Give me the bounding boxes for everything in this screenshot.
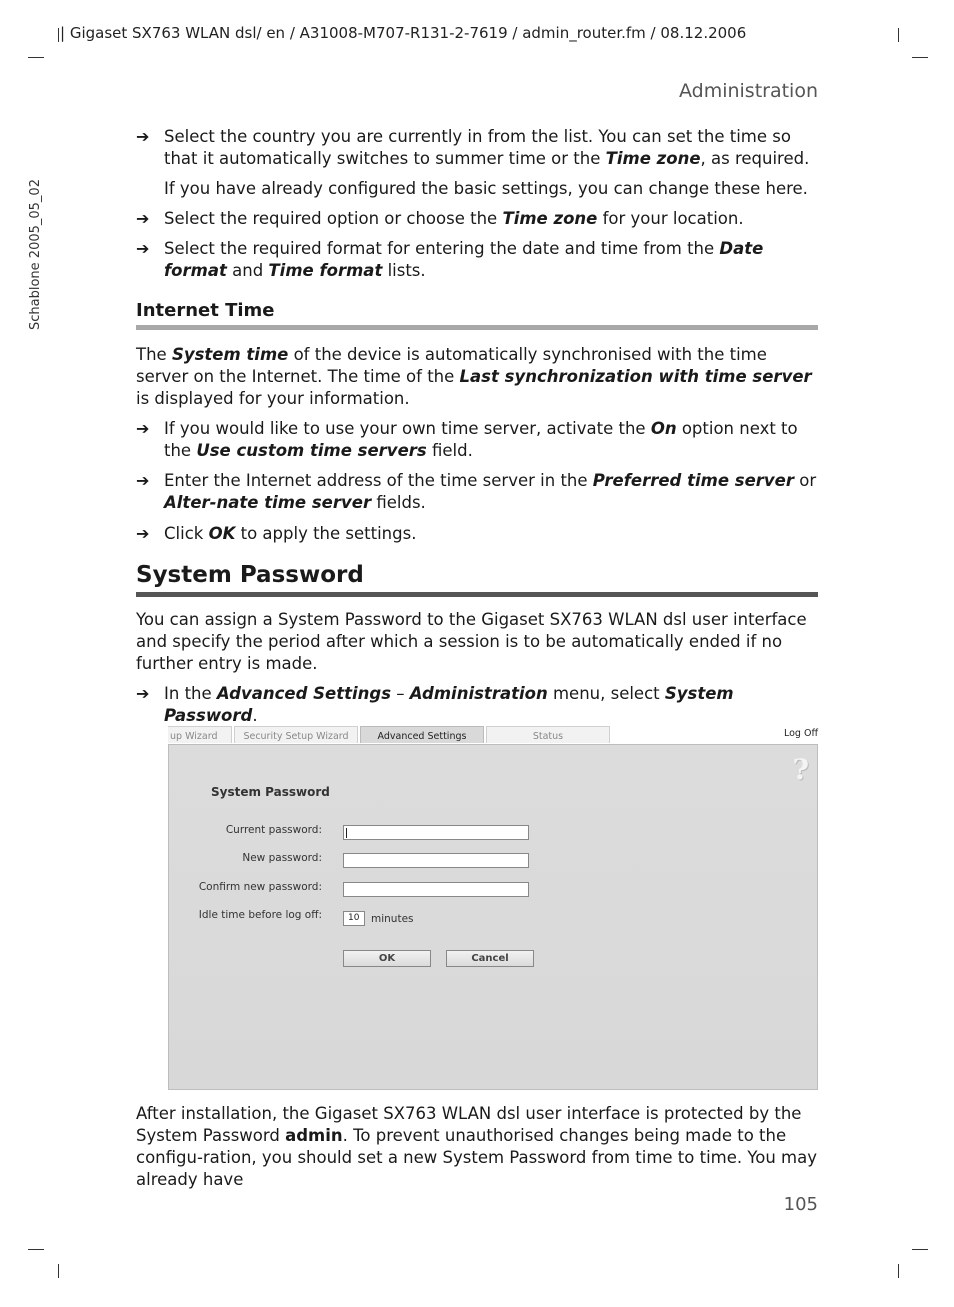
crop-mark [28,57,44,58]
section-title: Administration [678,80,818,102]
bullet-item: ➔ Select the country you are currently in from the list. You can set the time so that it automatically switches to summer time or the Time zone, as required. [136,127,810,168]
ok-button[interactable]: OK [343,950,431,967]
tab-status[interactable]: Status [486,726,610,743]
system-password-paragraph: You can assign a System Password to the Gigaset SX763 WLAN dsl user interface and specify the period after which a session is to be automatically ended if no further entry is made. [136,610,807,673]
idle-time-input[interactable]: 10 [343,911,365,926]
crop-mark [898,1264,899,1278]
bullet-item: ➔ Enter the Internet address of the time server in the Preferred time server or Alter-nate time server fields. [136,471,817,512]
bullet-item: ➔ Select the required format for entering the date and time from the Date format and Time format lists. [136,239,764,280]
bullet-item: ➔ Click OK to apply the settings. [136,524,417,543]
arrow-icon: ➔ [136,239,150,258]
crop-mark [28,1249,44,1250]
arrow-icon: ➔ [136,684,150,703]
bullet-item: ➔ In the Advanced Settings – Administration menu, select System Password. [136,684,734,725]
idle-time-label: Idle time before log off: [198,909,322,921]
tab-setup-wizard[interactable]: up Wizard [168,726,232,743]
tab-bar [168,726,818,744]
arrow-icon: ➔ [136,524,150,543]
panel-title: System Password [211,785,330,799]
confirm-password-label: Confirm new password: [198,881,322,893]
new-password-label: New password: [242,852,322,864]
settings-panel [168,744,818,1090]
crop-mark [898,28,899,42]
confirm-password-field[interactable] [343,882,529,897]
current-password-field[interactable] [343,825,529,840]
internet-time-heading: Internet Time [136,300,275,321]
crop-mark [912,1249,928,1250]
logoff-link[interactable]: Log Off [783,728,818,739]
system-password-screenshot [168,726,818,1090]
arrow-icon: ➔ [136,419,150,438]
help-icon[interactable]: ? [792,753,809,786]
current-password-label: Current password: [225,824,322,836]
template-label: Schablone 2005_05_02 [28,179,43,330]
system-password-heading: System Password [136,562,364,588]
bullet-item: ➔ If you would like to use your own time server, activate the On option next to the Use custom time servers field. [136,419,798,460]
note-paragraph: If you have already configured the basic settings, you can change these here. [164,179,808,198]
internet-time-paragraph: The System time of the device is automatically synchronised with the time server on the Internet. The time of the Last synchronization with time server is displayed for your information. [136,345,812,408]
closing-paragraph: After installation, the Gigaset SX763 WLAN dsl user interface is protected by the System Password admin. To prevent unauthorised changes being made to the configu-ration, you should set a new System Password from time to time. You may already have [136,1104,817,1189]
heading-rule [136,325,818,330]
arrow-icon: ➔ [136,127,150,146]
new-password-field[interactable] [343,853,529,868]
page-number: 105 [783,1194,818,1215]
tab-advanced-settings[interactable]: Advanced Settings [360,726,484,743]
idle-time-units: minutes [371,913,414,925]
heading-rule [136,592,818,597]
crop-mark [912,57,928,58]
text-caret [346,828,347,838]
crop-mark [58,28,59,42]
arrow-icon: ➔ [136,209,150,228]
bullet-item: ➔ Select the required option or choose the Time zone for your location. [136,209,744,228]
crop-mark [58,1264,59,1278]
tab-security-setup-wizard[interactable]: Security Setup Wizard [234,726,358,743]
arrow-icon: ➔ [136,471,150,490]
cancel-button[interactable]: Cancel [446,950,534,967]
running-header: | Gigaset SX763 WLAN dsl/ en / A31008-M707-R131-2-7619 / admin_router.fm / 08.12.2006 [60,24,747,42]
